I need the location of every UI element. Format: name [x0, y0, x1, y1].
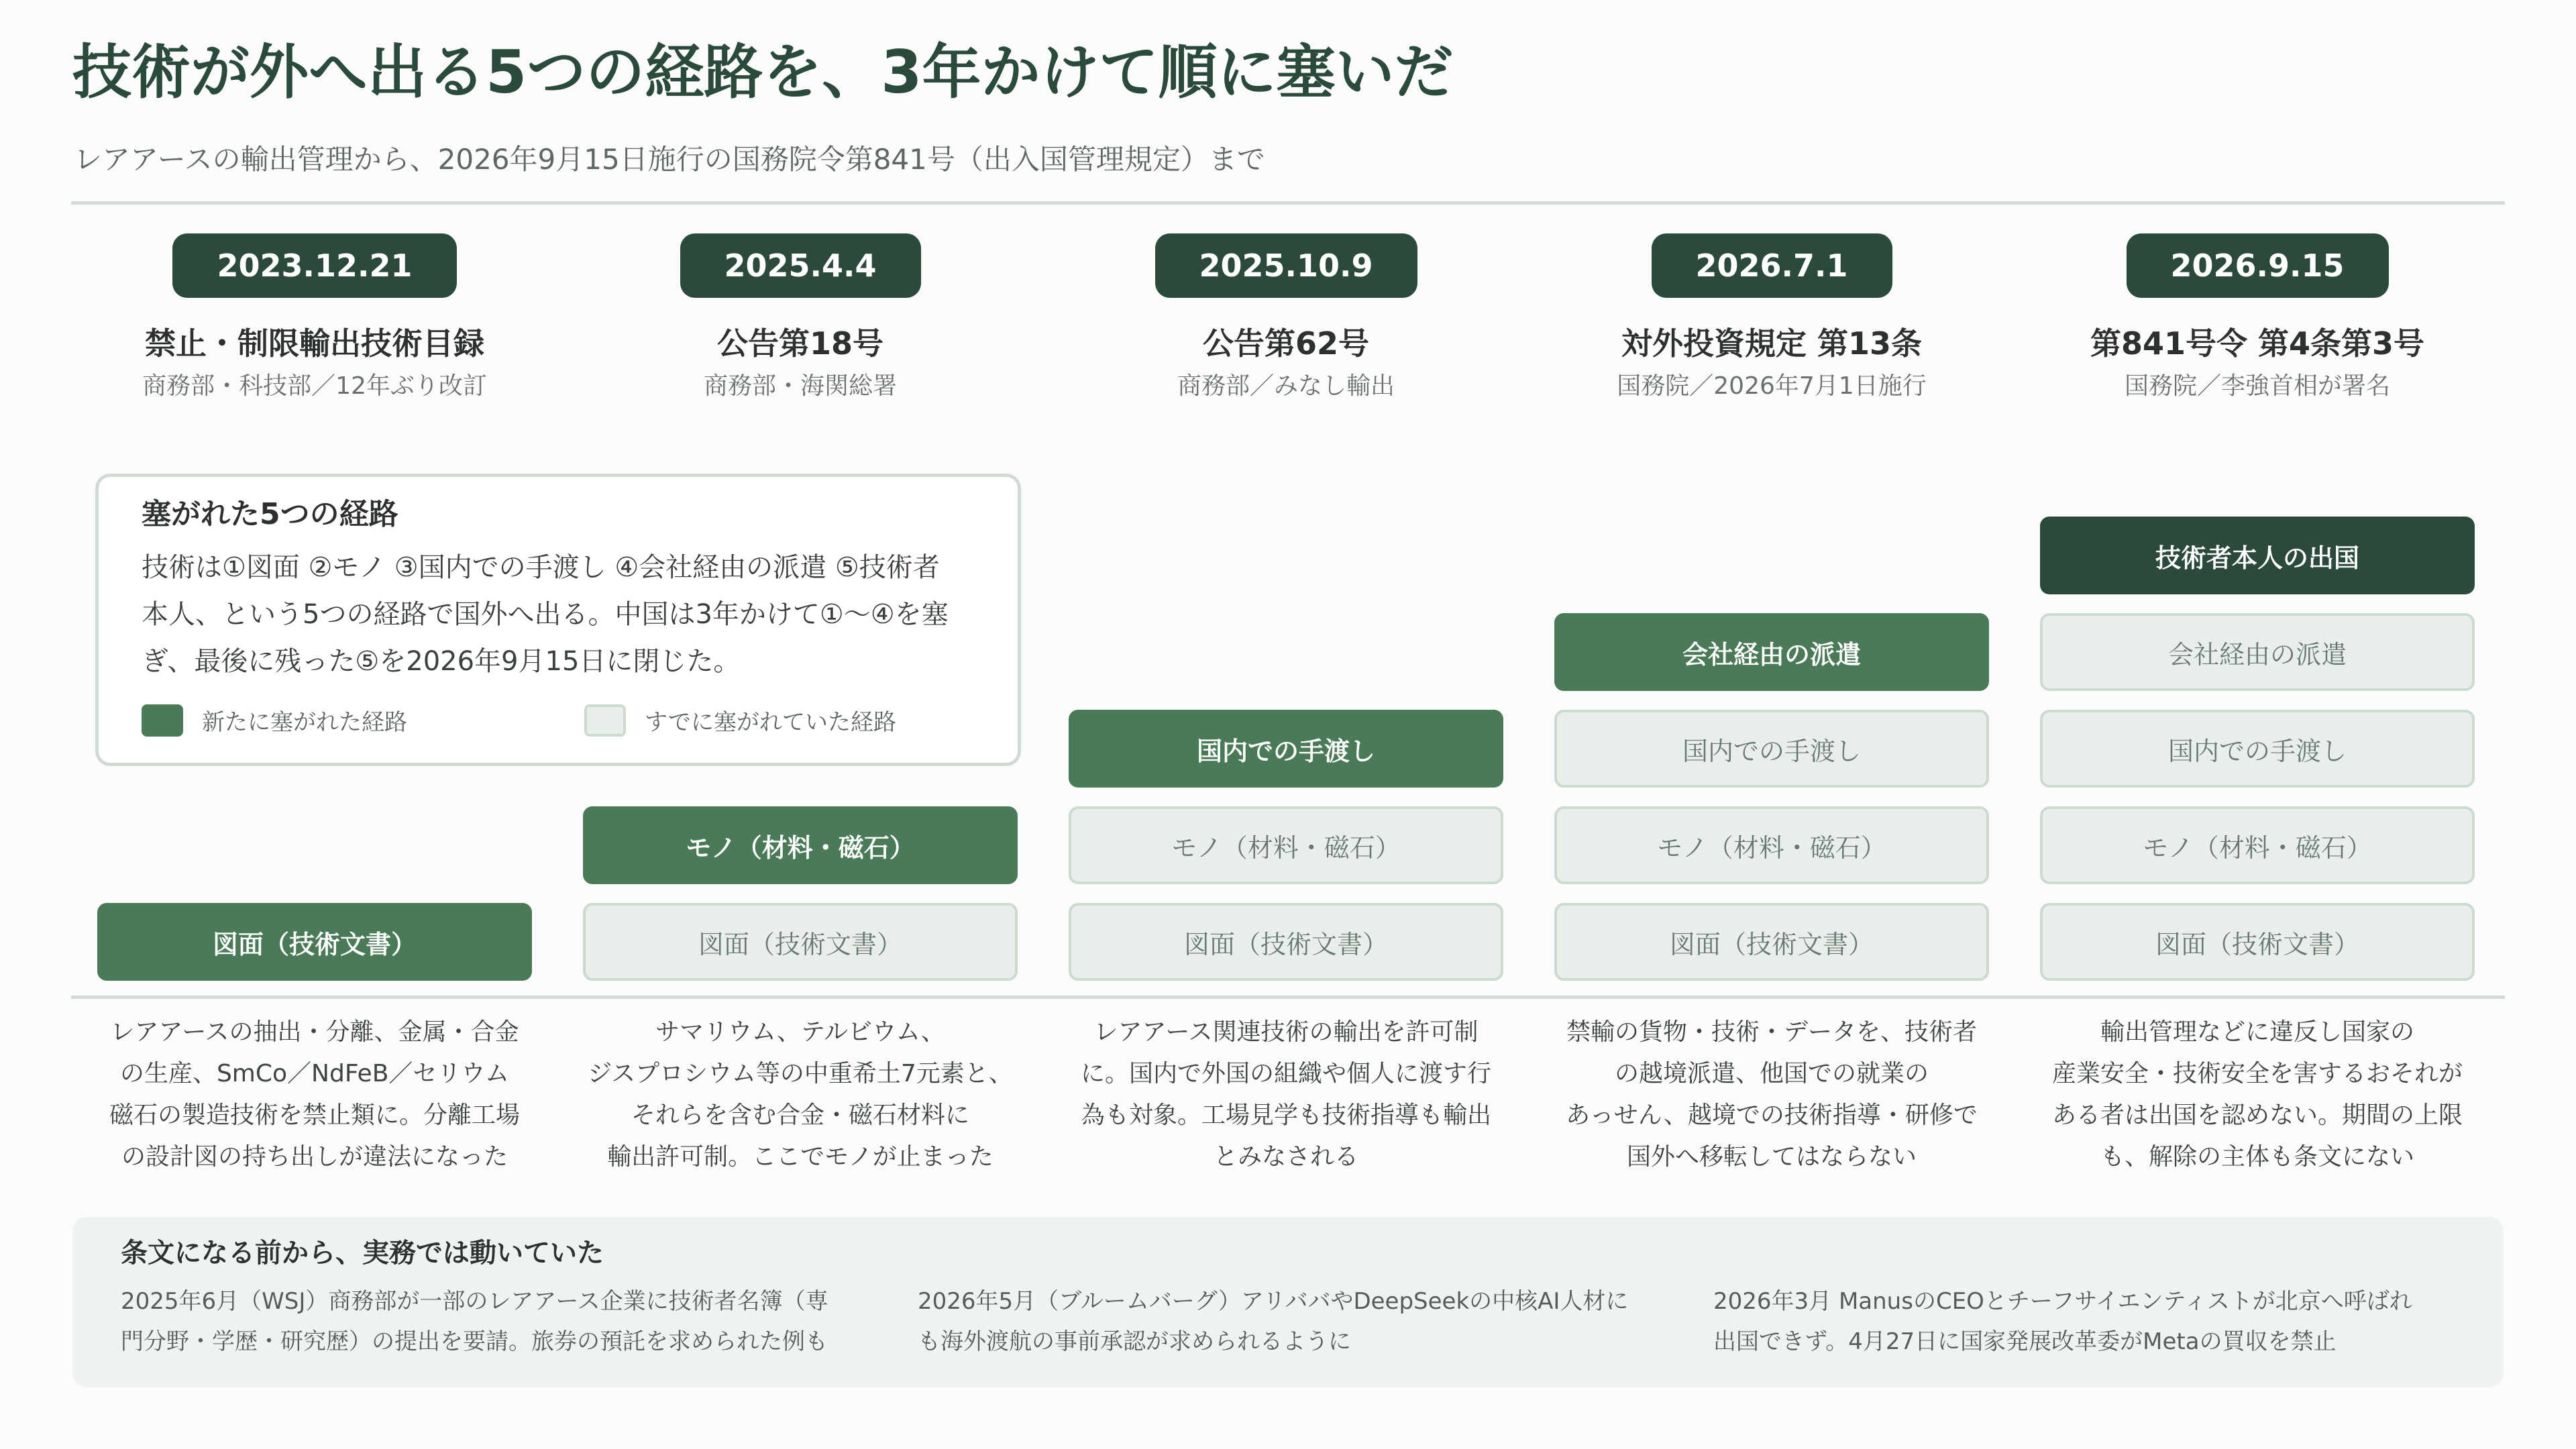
note-line: も海外渡航の事前承認が求められるように: [918, 1328, 1351, 1355]
legend-text-line: 本人、という5つの経路で国外へ出る。中国は3年かけて①〜④を塞: [142, 599, 949, 630]
description-line: あっせん、越境での技術指導・研修で: [1566, 1102, 1978, 1129]
description-line: 為も対象。工場見学も技術指導も輸出: [1080, 1102, 1491, 1129]
practice-notes-title: 条文になる前から、実務では動いていた: [121, 1238, 604, 1269]
description-line: も、解除の主体も条文にない: [2100, 1143, 2414, 1171]
route-block-materials: モノ（材料・磁石）: [2040, 806, 2475, 884]
description-line: 輸出許可制。ここでモノが止まった: [607, 1143, 994, 1171]
legend-label-new: 新たに塞がれた経路: [202, 709, 407, 736]
page-subtitle: レアアースの輸出管理から、2026年9月15日施行の国務院令第841号（出入国管理規定）まで: [74, 143, 1265, 176]
date-badge: 2025.10.9: [1155, 233, 1417, 298]
description-line: レアアースの抽出・分離、金属・合金: [110, 1018, 519, 1046]
route-block-drawings: 図面（技術文書）: [1554, 903, 1989, 981]
note-line: 2025年6月（WSJ）商務部が一部のレアアース企業に技術者名簿（専: [121, 1288, 828, 1315]
description-line: 国外へ移転してはならない: [1626, 1143, 1917, 1171]
column-description-4: [1554, 1012, 1989, 1178]
legend-text-line: ぎ、最後に残った⑤を2026年9月15日に閉じた。: [142, 646, 741, 677]
regulation-name: 禁止・制限輸出技術目録: [145, 325, 484, 362]
description-line: の越境派遣、他国での就業の: [1614, 1060, 1929, 1087]
legend-item-new: [142, 704, 407, 737]
column-header-2: [557, 233, 1043, 404]
note-line: 出国できず。4月27日に国家発展改革委がMetaの買収を禁止: [1713, 1328, 2337, 1355]
route-block-drawings: 図面（技術文書）: [97, 903, 532, 981]
route-block-materials: モノ（材料・磁石）: [1554, 806, 1989, 884]
date-badge: 2025.4.4: [680, 233, 921, 298]
legend-box: [95, 474, 1021, 766]
date-badge: 2023.12.21: [172, 233, 456, 298]
route-block-materials: モノ（材料・磁石）: [1069, 806, 1503, 884]
route-block-domestic-handover: 国内での手渡し: [2040, 710, 2475, 788]
column-description-1: [97, 1012, 532, 1178]
description-line: に。国内で外国の組織や個人に渡す行: [1080, 1060, 1491, 1087]
regulation-authority: 商務部・科技部／12年ぶり改訂: [142, 372, 487, 400]
regulation-authority: 商務部／みなし輸出: [1177, 372, 1395, 400]
column-header-1: [72, 233, 557, 404]
route-block-drawings: 図面（技術文書）: [1069, 903, 1503, 981]
regulation-name: 対外投資規定 第13条: [1621, 325, 1923, 362]
date-badge: 2026.9.15: [2127, 233, 2389, 298]
route-block-domestic-handover: 国内での手渡し: [1069, 710, 1503, 788]
description-line: ある者は出国を認めない。期間の上限: [2051, 1102, 2463, 1129]
column-header-5: [2015, 233, 2500, 404]
regulation-authority: 商務部・海関総署: [703, 372, 897, 400]
column-header-3: [1043, 233, 1529, 404]
regulation-name: 第841号令 第4条第3号: [2090, 325, 2425, 362]
description-line: 磁石の製造技術を禁止類に。分離工場: [109, 1102, 520, 1129]
legend-text-line: 技術は①図面 ②モノ ③国内での手渡し ④会社経由の派遣 ⑤技術者: [142, 552, 940, 583]
description-line: ジスプロシウム等の中重希土7元素と、: [588, 1060, 1013, 1087]
page-title: 技術が外へ出る5つの経路を、3年かけて順に塞いだ: [72, 38, 1454, 107]
practice-note-1: [121, 1281, 845, 1362]
practice-note-3: [1713, 1281, 2438, 1362]
description-line: 産業安全・技術安全を害するおそれが: [2051, 1060, 2463, 1087]
route-block-materials: モノ（材料・磁石）: [583, 806, 1018, 884]
regulation-authority: 国務院／2026年7月1日施行: [1617, 372, 1927, 400]
legend-swatch-old: [584, 704, 626, 737]
legend-item-old: [584, 704, 896, 737]
legend-label-old: すでに塞がれていた経路: [645, 709, 897, 736]
regulation-name: 公告第18号: [716, 325, 883, 362]
regulation-authority: 国務院／李強首相が署名: [2124, 372, 2390, 400]
note-line: 2026年5月（ブルームバーグ）アリババやDeepSeekの中核AI人材に: [918, 1288, 1629, 1315]
description-line: の設計図の持ち出しが違法になった: [121, 1143, 508, 1171]
legend-description: [142, 544, 975, 685]
column-description-5: [2040, 1012, 2475, 1178]
note-line: 2026年3月 ManusのCEOとチーフサイエンティストが北京へ呼ばれ: [1713, 1288, 2412, 1315]
description-line: とみなされる: [1213, 1143, 1358, 1171]
practice-notes-panel: [72, 1217, 2504, 1387]
column-description-2: [583, 1012, 1018, 1178]
baseline-divider: [71, 996, 2505, 999]
legend-swatch-new: [142, 704, 183, 737]
description-line: サマリウム、テルビウム、: [655, 1018, 945, 1046]
route-block-domestic-handover: 国内での手渡し: [1554, 710, 1989, 788]
practice-note-2: [918, 1281, 1642, 1362]
route-block-engineer-departure: 技術者本人の出国: [2040, 517, 2475, 594]
description-line: それらを含む合金・磁石材料に: [631, 1102, 969, 1129]
route-block-company-dispatch: 会社経由の派遣: [2040, 613, 2475, 691]
route-block-drawings: 図面（技術文書）: [583, 903, 1018, 981]
description-line: の生産、SmCo／NdFeB／セリウム: [119, 1060, 510, 1087]
route-block-drawings: 図面（技術文書）: [2040, 903, 2475, 981]
description-line: 輸出管理などに違反し国家の: [2100, 1018, 2414, 1046]
legend-title: 塞がれた5つの経路: [142, 497, 398, 531]
top-divider: [71, 201, 2505, 205]
column-description-3: [1069, 1012, 1503, 1178]
route-block-company-dispatch: 会社経由の派遣: [1554, 613, 1989, 691]
date-badge: 2026.7.1: [1652, 233, 1892, 298]
description-line: 禁輸の貨物・技術・データを、技術者: [1566, 1018, 1977, 1046]
description-line: レアアース関連技術の輸出を許可制: [1093, 1018, 1479, 1046]
column-header-4: [1529, 233, 2015, 404]
regulation-name: 公告第62号: [1202, 325, 1369, 362]
note-line: 門分野・学歴・研究歴）の提出を要請。旅券の預託を求められた例も: [121, 1328, 828, 1355]
